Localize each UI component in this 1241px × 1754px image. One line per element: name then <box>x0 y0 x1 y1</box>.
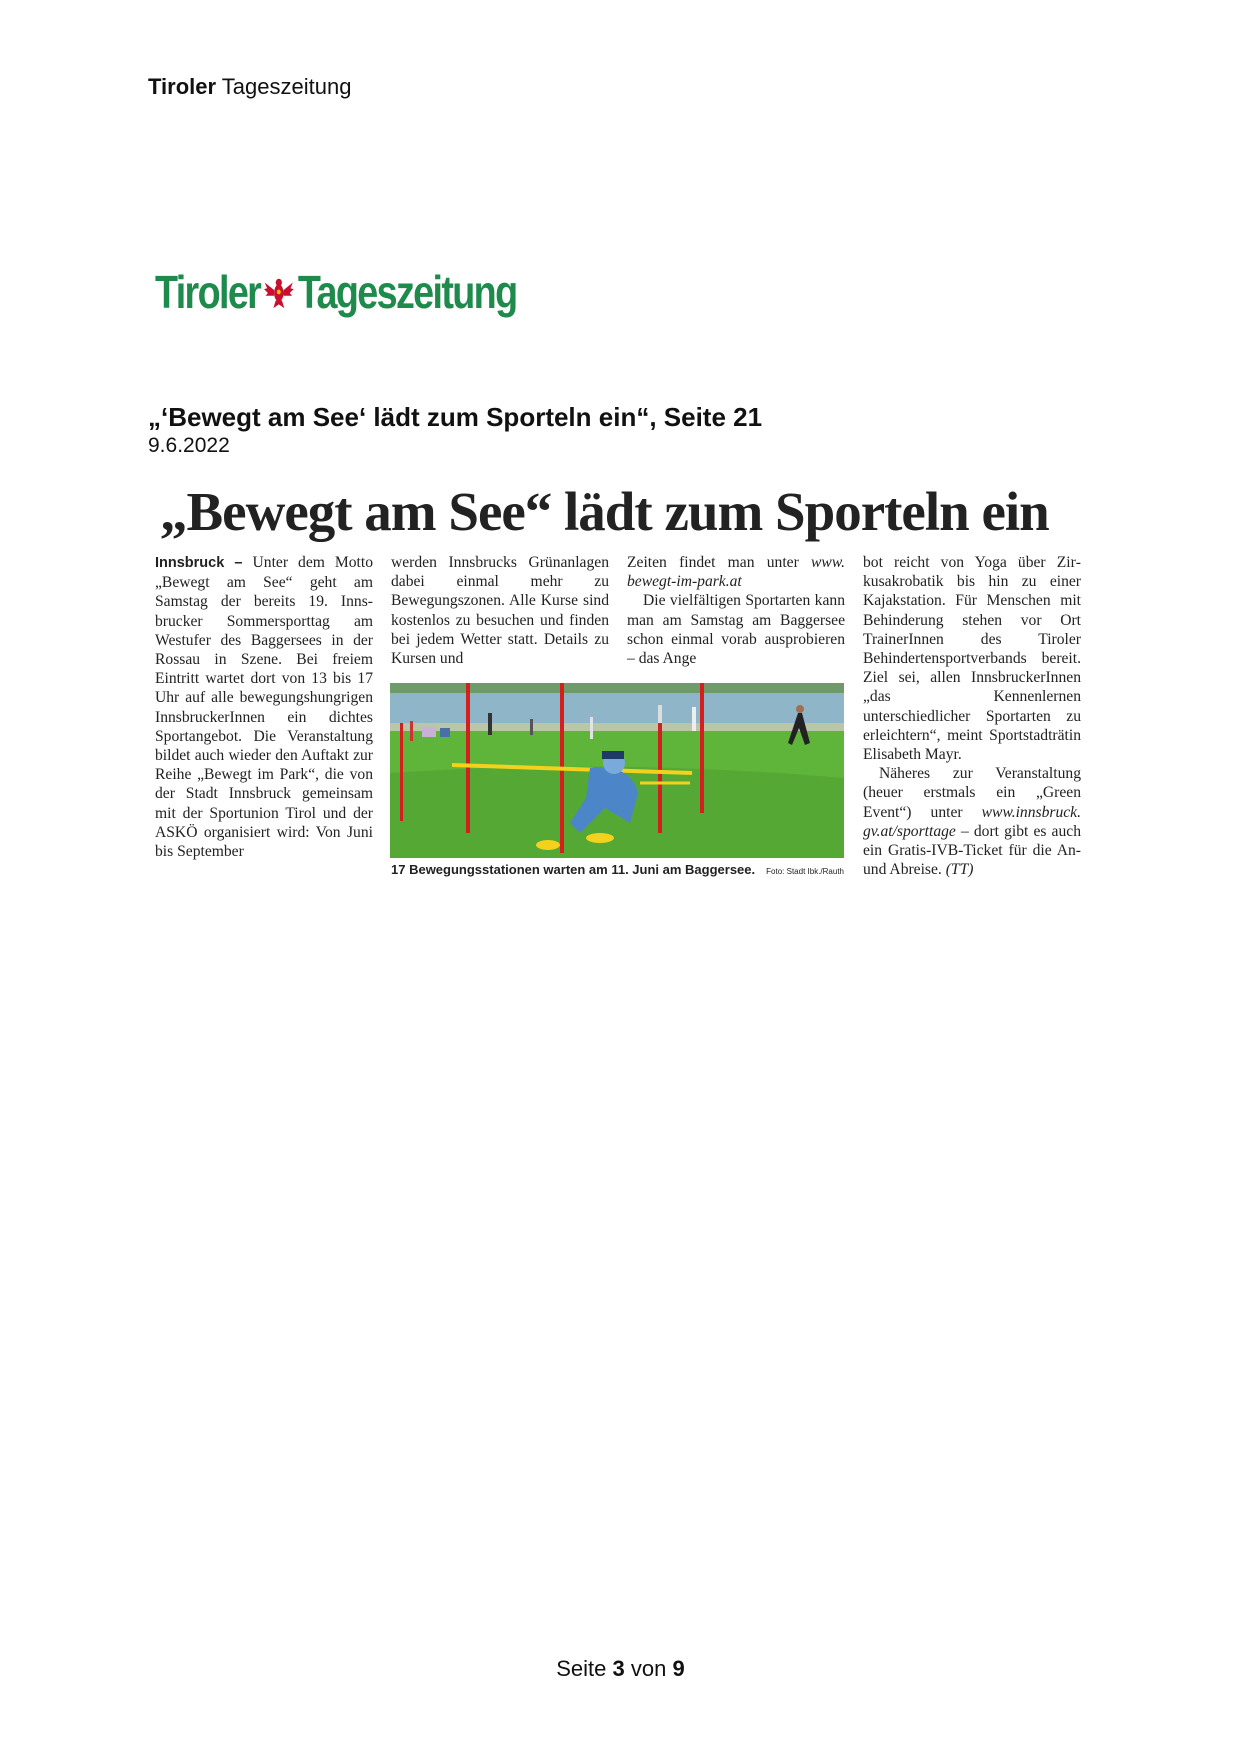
author-sign: (TT) <box>945 861 974 879</box>
website-link-2: www.innsbruck. gv.at/sporttage <box>863 803 1081 840</box>
article-column-1 <box>155 553 373 861</box>
column-3-text-b: Die vielfältigen Sportarten kann man am Samstag am Baggersee schon einmal vorab ausprobieren – das Ange <box>627 592 845 668</box>
photo-park-scene <box>390 683 844 858</box>
eagle-icon <box>263 273 294 311</box>
newspaper-logo <box>155 262 516 322</box>
column-3-text-a: Zeiten findet man unter <box>627 554 799 571</box>
footer-page-number: 3 <box>612 1656 625 1681</box>
footer-middle: von <box>630 1656 667 1681</box>
article-photo <box>390 683 844 858</box>
photo-caption <box>391 862 844 877</box>
logo-right-text: Tageszeitung <box>297 266 517 318</box>
document-header <box>148 74 351 100</box>
article-column-3 <box>627 553 845 668</box>
article-column-4 <box>863 553 1081 879</box>
article-title: „‘Bewegt am See‘ lädt zum Sporteln ein“, Seite 21 <box>148 402 763 432</box>
column-4-text-b: Näheres zur Veranstaltung (heuer erstmals ein „Green Event“) unter <box>863 765 1081 821</box>
article-date: 9.6.2022 <box>148 434 230 457</box>
clipping-headline: „Bewegt am See“ lädt zum Sporteln ein <box>160 481 1049 542</box>
footer-prefix: Seite <box>556 1656 607 1681</box>
column-1-text: Unter dem Motto „Bewegt am See“ geht am Samstag der bereits 19. Innsbrucker Sommersporttag am Westufer des Baggersees in der Rossau in Szene. Bei freiem Eintritt wartet dort von 13 bis 17 Uhr auf alle bewegungshungrigen InnsbruckerInnen ein dichtes Sportangebot. Die Veranstaltung bildet auch wieder den Auftakt zur Reihe „Bewegt im Park“, die von der Stadt Innsbruck gemeinsam mit der Sportunion Tirol und der ASKÖ organisiert wird: Von Juni bis September <box>155 554 373 861</box>
logo-left-text: Tiroler <box>155 266 261 318</box>
caption-text: 17 Bewegungsstationen warten am 11. Juni am Baggersee. <box>391 862 756 877</box>
column-2-text: werden Innsbrucks Grünanlagen dabei einmal mehr zu Bewegungszonen. Alle Kurse sind kostenlos zu besuchen und finden bei jedem Wetter statt. Details zu Kursen und <box>391 554 609 668</box>
header-brand-bold: Tiroler <box>148 74 217 99</box>
column-4-text-a: bot reicht von Yoga über Zirkusakrobatik bis hin zu einer Kajakstation. Für Menschen mit Behinderung stehen vor Ort TrainerInnen des Tiroler Behindertensportverbands bereit. Ziel sei, allen InnsbruckerInnen „das Kennenlernen unterschiedlicher Sportarten zu erleichtern“, meint Sportstadträtin Elisabeth Mayr. <box>863 554 1081 764</box>
website-link: www. bewegt-im-park.at <box>627 554 845 591</box>
column-4-text-c: – dort gibt es auch ein Gratis-IVB-Ticket für die An- und Abreise. <box>863 822 1081 879</box>
page-footer <box>0 1656 1241 1682</box>
photo-credit: Foto: Stadt Ibk./Rauth <box>766 867 844 876</box>
header-brand-rest: Tageszeitung <box>221 74 352 99</box>
dateline: Innsbruck – <box>155 555 243 571</box>
article-column-2 <box>391 553 609 668</box>
footer-page-total: 9 <box>672 1656 685 1681</box>
